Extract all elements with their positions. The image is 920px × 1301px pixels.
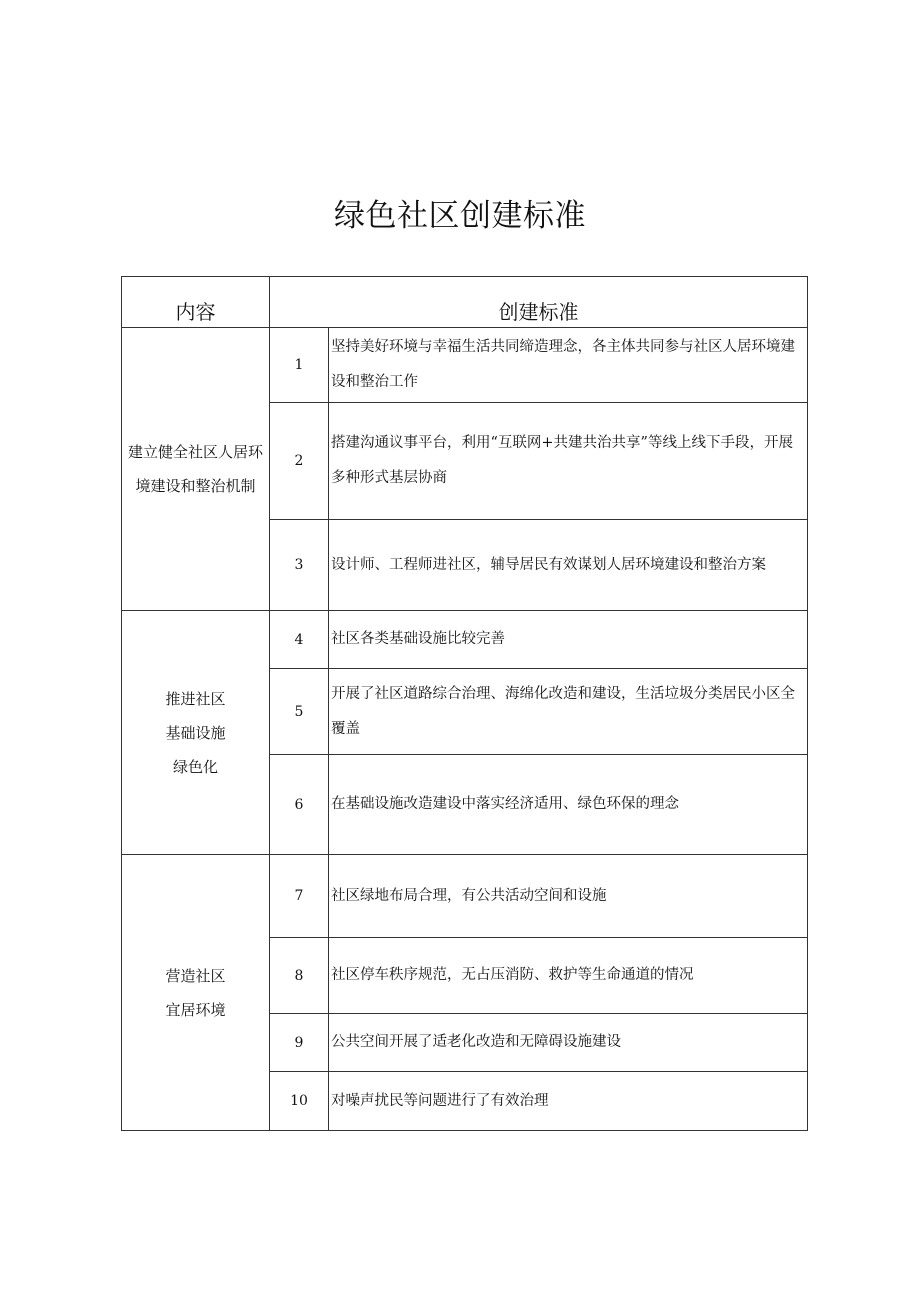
item-number: 5 (270, 669, 329, 755)
table-row (122, 328, 808, 403)
item-number: 9 (270, 1014, 329, 1072)
item-number: 10 (270, 1072, 329, 1131)
standard-text: 公共空间开展了适老化改造和无障碍设施建设 (329, 1014, 808, 1072)
standard-text: 对噪声扰民等问题进行了有效治理 (329, 1072, 808, 1131)
item-number: 7 (270, 855, 329, 938)
standard-text: 设计师、工程师进社区，辅导居民有效谋划人居环境建设和整治方案 (329, 520, 808, 611)
item-number: 4 (270, 611, 329, 669)
category-cell (122, 611, 270, 855)
standard-text: 社区绿地布局合理，有公共活动空间和设施 (329, 855, 808, 938)
category-label-line: 营造社区 (165, 966, 226, 985)
standard-text: 开展了社区道路综合治理、海绵化改造和建设，生活垃圾分类居民小区全覆盖 (329, 669, 808, 755)
standard-text: 在基础设施改造建设中落实经济适用、绿色环保的理念 (329, 755, 808, 855)
page-title: 绿色社区创建标准 (334, 198, 586, 234)
standard-text: 社区各类基础设施比较完善 (329, 611, 808, 669)
standards-table (121, 276, 808, 1131)
standard-text: 搭建沟通议事平台，利用“互联网+共建共治共享”等线上线下手段，开展多种形式基层协商 (329, 403, 808, 520)
item-number: 6 (270, 755, 329, 855)
table-row (122, 611, 808, 669)
category-label-line: 绿色化 (172, 757, 218, 776)
category-label-line: 基础设施 (165, 723, 226, 742)
item-number: 3 (270, 520, 329, 611)
header-standard: 创建标准 (270, 277, 808, 328)
header-content: 内容 (122, 277, 270, 328)
category-cell (122, 328, 270, 611)
standard-text: 坚持美好环境与幸福生活共同缔造理念，各主体共同参与社区人居环境建设和整治工作 (329, 328, 808, 403)
category-label-line: 宜居环境 (165, 1000, 226, 1019)
item-number: 8 (270, 938, 329, 1014)
standard-text: 社区停车秩序规范，无占压消防、救护等生命通道的情况 (329, 938, 808, 1014)
item-number: 2 (270, 403, 329, 520)
category-label-line: 推进社区 (165, 689, 226, 708)
header-row (122, 277, 808, 328)
category-label: 建立健全社区人居环境建设和整治机制 (127, 443, 263, 495)
category-cell (122, 855, 270, 1131)
table-row (122, 855, 808, 938)
item-number: 1 (270, 328, 329, 403)
